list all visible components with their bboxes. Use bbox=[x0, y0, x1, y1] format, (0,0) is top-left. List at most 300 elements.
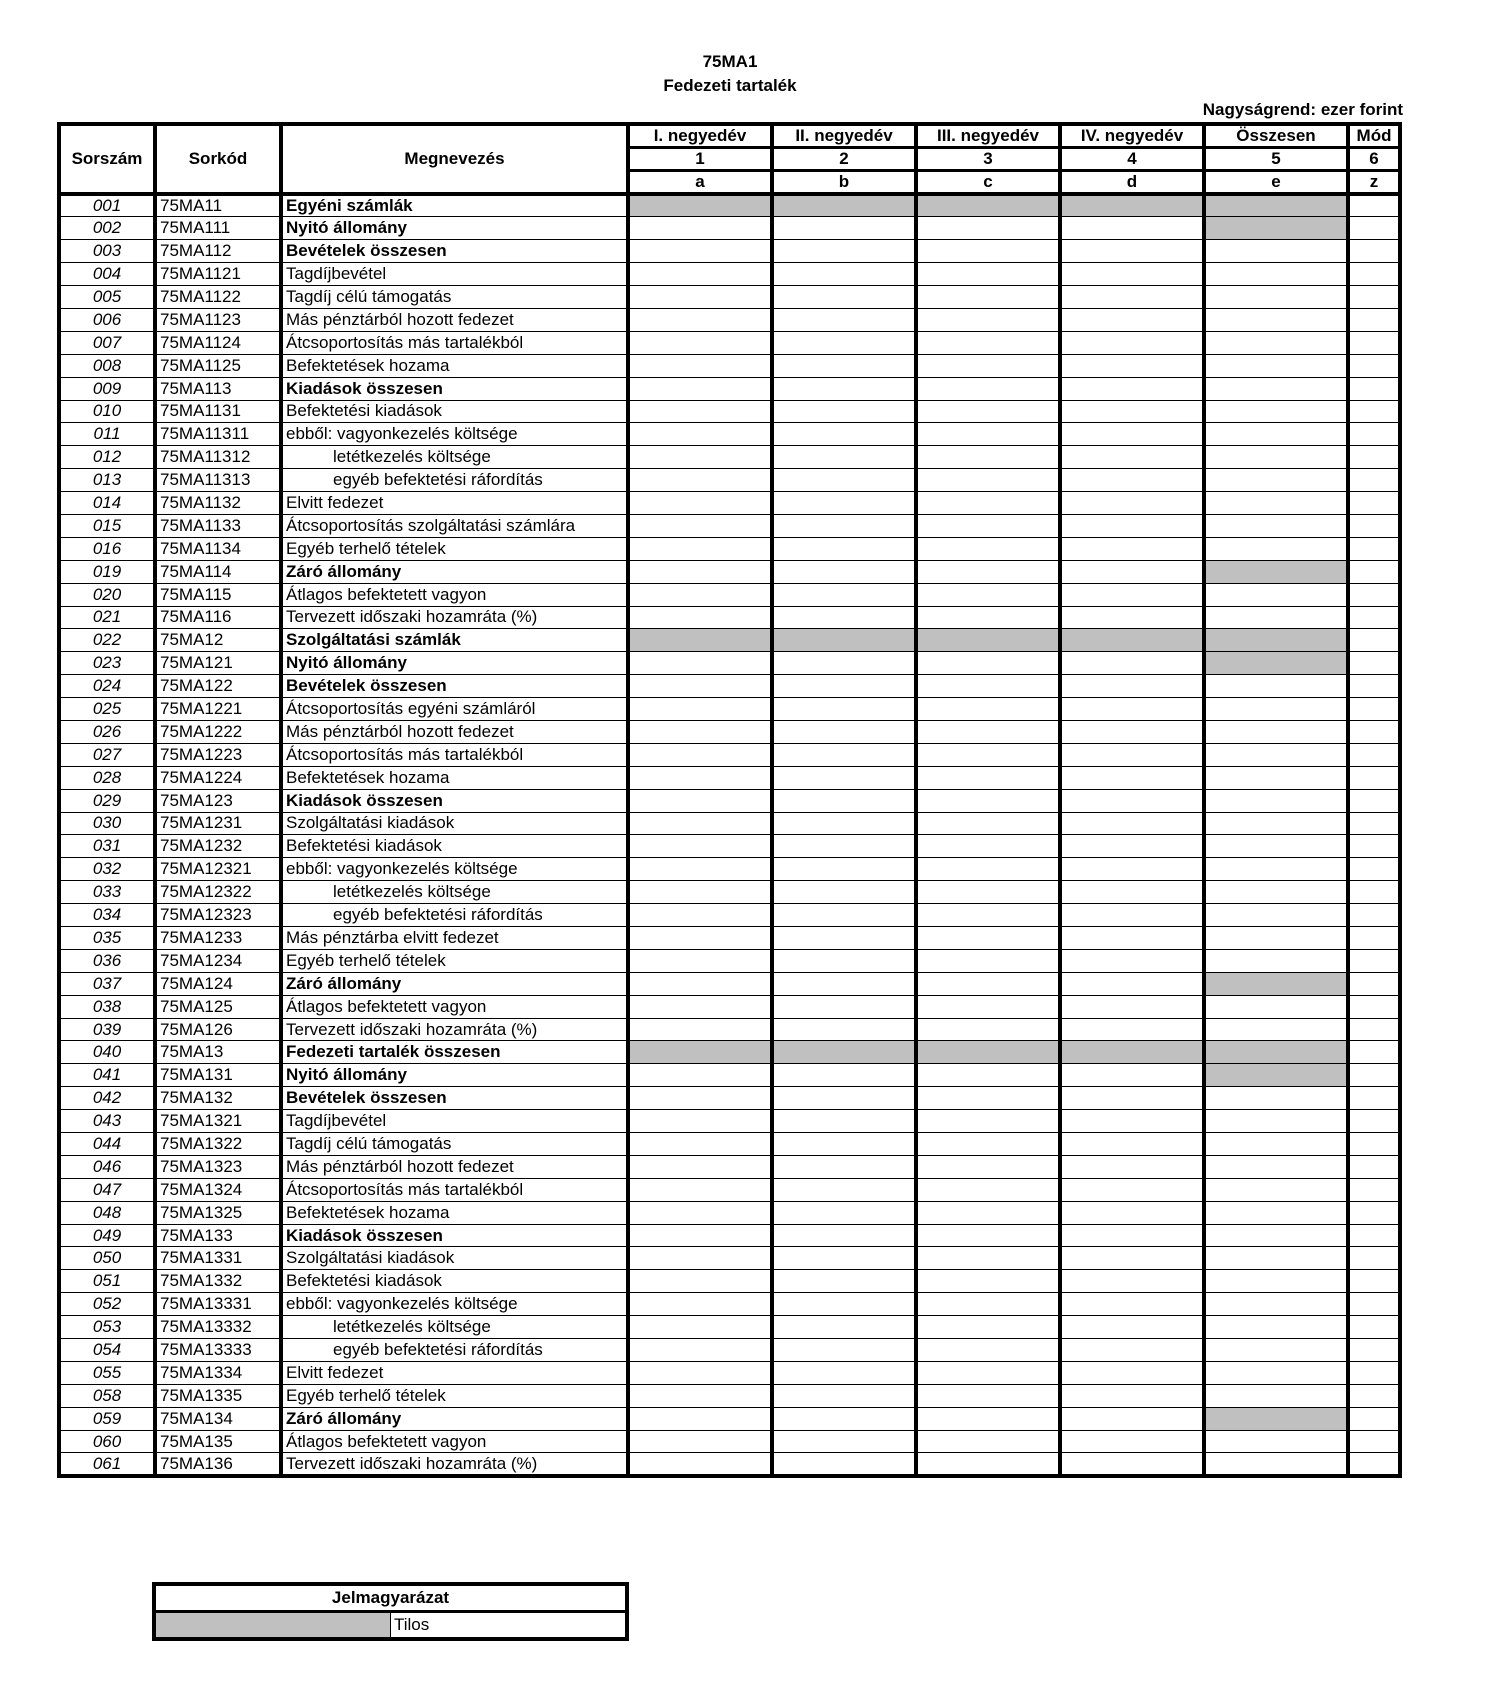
input-cell[interactable] bbox=[1348, 446, 1400, 469]
input-cell[interactable] bbox=[628, 1201, 772, 1224]
input-cell[interactable] bbox=[628, 1224, 772, 1247]
input-cell[interactable] bbox=[1204, 1361, 1348, 1384]
input-cell[interactable] bbox=[772, 949, 916, 972]
input-cell[interactable] bbox=[772, 881, 916, 904]
input-cell[interactable] bbox=[1348, 217, 1400, 240]
input-cell[interactable] bbox=[1204, 263, 1348, 286]
input-cell[interactable] bbox=[1348, 629, 1400, 652]
input-cell[interactable] bbox=[628, 560, 772, 583]
input-cell[interactable] bbox=[916, 560, 1060, 583]
input-cell[interactable] bbox=[628, 308, 772, 331]
input-cell[interactable] bbox=[916, 1293, 1060, 1316]
input-cell[interactable] bbox=[628, 766, 772, 789]
input-cell[interactable] bbox=[916, 743, 1060, 766]
input-cell[interactable] bbox=[628, 263, 772, 286]
input-cell[interactable] bbox=[772, 812, 916, 835]
input-cell[interactable] bbox=[1348, 766, 1400, 789]
input-cell[interactable] bbox=[1060, 492, 1204, 515]
input-cell[interactable] bbox=[1060, 1361, 1204, 1384]
input-cell[interactable] bbox=[916, 1407, 1060, 1430]
input-cell[interactable] bbox=[628, 423, 772, 446]
input-cell[interactable] bbox=[1060, 1430, 1204, 1453]
input-cell[interactable] bbox=[628, 789, 772, 812]
input-cell[interactable] bbox=[1348, 743, 1400, 766]
input-cell[interactable] bbox=[772, 766, 916, 789]
input-cell[interactable] bbox=[916, 927, 1060, 950]
input-cell[interactable] bbox=[772, 789, 916, 812]
input-cell[interactable] bbox=[1204, 377, 1348, 400]
input-cell[interactable] bbox=[628, 1087, 772, 1110]
input-cell[interactable] bbox=[628, 1133, 772, 1156]
input-cell[interactable] bbox=[1348, 1133, 1400, 1156]
input-cell[interactable] bbox=[772, 1316, 916, 1339]
input-cell[interactable] bbox=[1348, 354, 1400, 377]
input-cell[interactable] bbox=[916, 881, 1060, 904]
input-cell[interactable] bbox=[1348, 927, 1400, 950]
input-cell[interactable] bbox=[916, 1018, 1060, 1041]
input-cell[interactable] bbox=[772, 675, 916, 698]
input-cell[interactable] bbox=[1348, 1293, 1400, 1316]
input-cell[interactable] bbox=[772, 1064, 916, 1087]
input-cell[interactable] bbox=[628, 1270, 772, 1293]
input-cell[interactable] bbox=[1060, 560, 1204, 583]
input-cell[interactable] bbox=[1060, 583, 1204, 606]
input-cell[interactable] bbox=[772, 904, 916, 927]
input-cell[interactable] bbox=[1060, 1407, 1204, 1430]
input-cell[interactable] bbox=[628, 1361, 772, 1384]
input-cell[interactable] bbox=[1348, 972, 1400, 995]
input-cell[interactable] bbox=[1060, 1453, 1204, 1476]
input-cell[interactable] bbox=[628, 331, 772, 354]
input-cell[interactable] bbox=[916, 308, 1060, 331]
input-cell[interactable] bbox=[1204, 1270, 1348, 1293]
input-cell[interactable] bbox=[628, 514, 772, 537]
input-cell[interactable] bbox=[1348, 308, 1400, 331]
input-cell[interactable] bbox=[916, 331, 1060, 354]
input-cell[interactable] bbox=[628, 1316, 772, 1339]
input-cell[interactable] bbox=[916, 1224, 1060, 1247]
input-cell[interactable] bbox=[772, 446, 916, 469]
input-cell[interactable] bbox=[772, 354, 916, 377]
input-cell[interactable] bbox=[916, 537, 1060, 560]
input-cell[interactable] bbox=[1204, 675, 1348, 698]
input-cell[interactable] bbox=[916, 1270, 1060, 1293]
input-cell[interactable] bbox=[1204, 1384, 1348, 1407]
input-cell[interactable] bbox=[772, 423, 916, 446]
input-cell[interactable] bbox=[1204, 469, 1348, 492]
input-cell[interactable] bbox=[772, 1453, 916, 1476]
input-cell[interactable] bbox=[628, 1247, 772, 1270]
input-cell[interactable] bbox=[1060, 446, 1204, 469]
input-cell[interactable] bbox=[1060, 1384, 1204, 1407]
input-cell[interactable] bbox=[628, 583, 772, 606]
input-cell[interactable] bbox=[1060, 1133, 1204, 1156]
input-cell[interactable] bbox=[1060, 263, 1204, 286]
input-cell[interactable] bbox=[772, 835, 916, 858]
input-cell[interactable] bbox=[772, 308, 916, 331]
input-cell[interactable] bbox=[1204, 583, 1348, 606]
input-cell[interactable] bbox=[772, 240, 916, 263]
input-cell[interactable] bbox=[628, 606, 772, 629]
input-cell[interactable] bbox=[916, 492, 1060, 515]
input-cell[interactable] bbox=[628, 1018, 772, 1041]
input-cell[interactable] bbox=[1348, 675, 1400, 698]
input-cell[interactable] bbox=[1348, 377, 1400, 400]
input-cell[interactable] bbox=[1348, 1041, 1400, 1064]
input-cell[interactable] bbox=[1348, 1430, 1400, 1453]
input-cell[interactable] bbox=[1348, 949, 1400, 972]
input-cell[interactable] bbox=[628, 835, 772, 858]
input-cell[interactable] bbox=[1348, 1453, 1400, 1476]
input-cell[interactable] bbox=[628, 995, 772, 1018]
input-cell[interactable] bbox=[772, 492, 916, 515]
input-cell[interactable] bbox=[1348, 537, 1400, 560]
input-cell[interactable] bbox=[916, 995, 1060, 1018]
input-cell[interactable] bbox=[1060, 675, 1204, 698]
input-cell[interactable] bbox=[772, 514, 916, 537]
input-cell[interactable] bbox=[916, 240, 1060, 263]
input-cell[interactable] bbox=[772, 1407, 916, 1430]
input-cell[interactable] bbox=[772, 1087, 916, 1110]
input-cell[interactable] bbox=[772, 606, 916, 629]
input-cell[interactable] bbox=[628, 698, 772, 721]
input-cell[interactable] bbox=[916, 904, 1060, 927]
input-cell[interactable] bbox=[772, 1270, 916, 1293]
input-cell[interactable] bbox=[628, 1430, 772, 1453]
input-cell[interactable] bbox=[916, 812, 1060, 835]
input-cell[interactable] bbox=[916, 377, 1060, 400]
input-cell[interactable] bbox=[1060, 972, 1204, 995]
input-cell[interactable] bbox=[1348, 560, 1400, 583]
input-cell[interactable] bbox=[772, 995, 916, 1018]
input-cell[interactable] bbox=[916, 1201, 1060, 1224]
input-cell[interactable] bbox=[1060, 1270, 1204, 1293]
input-cell[interactable] bbox=[1060, 1155, 1204, 1178]
input-cell[interactable] bbox=[1060, 698, 1204, 721]
input-cell[interactable] bbox=[1348, 583, 1400, 606]
input-cell[interactable] bbox=[1348, 1384, 1400, 1407]
input-cell[interactable] bbox=[1348, 1270, 1400, 1293]
input-cell[interactable] bbox=[1060, 1293, 1204, 1316]
input-cell[interactable] bbox=[628, 446, 772, 469]
input-cell[interactable] bbox=[1204, 514, 1348, 537]
input-cell[interactable] bbox=[1204, 995, 1348, 1018]
input-cell[interactable] bbox=[916, 720, 1060, 743]
input-cell[interactable] bbox=[1060, 927, 1204, 950]
input-cell[interactable] bbox=[1204, 1316, 1348, 1339]
input-cell[interactable] bbox=[1204, 1018, 1348, 1041]
input-cell[interactable] bbox=[1348, 652, 1400, 675]
input-cell[interactable] bbox=[1348, 400, 1400, 423]
input-cell[interactable] bbox=[772, 927, 916, 950]
input-cell[interactable] bbox=[1060, 514, 1204, 537]
input-cell[interactable] bbox=[1060, 743, 1204, 766]
input-cell[interactable] bbox=[1348, 331, 1400, 354]
input-cell[interactable] bbox=[772, 217, 916, 240]
input-cell[interactable] bbox=[1060, 949, 1204, 972]
input-cell[interactable] bbox=[1204, 789, 1348, 812]
input-cell[interactable] bbox=[628, 1407, 772, 1430]
input-cell[interactable] bbox=[1348, 1064, 1400, 1087]
input-cell[interactable] bbox=[1204, 492, 1348, 515]
input-cell[interactable] bbox=[628, 400, 772, 423]
input-cell[interactable] bbox=[772, 1018, 916, 1041]
input-cell[interactable] bbox=[916, 469, 1060, 492]
input-cell[interactable] bbox=[1204, 308, 1348, 331]
input-cell[interactable] bbox=[916, 1087, 1060, 1110]
input-cell[interactable] bbox=[1348, 835, 1400, 858]
input-cell[interactable] bbox=[1204, 423, 1348, 446]
input-cell[interactable] bbox=[628, 469, 772, 492]
input-cell[interactable] bbox=[1060, 423, 1204, 446]
input-cell[interactable] bbox=[628, 537, 772, 560]
input-cell[interactable] bbox=[916, 1064, 1060, 1087]
input-cell[interactable] bbox=[916, 583, 1060, 606]
input-cell[interactable] bbox=[1348, 812, 1400, 835]
input-cell[interactable] bbox=[1348, 1224, 1400, 1247]
input-cell[interactable] bbox=[1348, 1087, 1400, 1110]
input-cell[interactable] bbox=[628, 720, 772, 743]
input-cell[interactable] bbox=[628, 492, 772, 515]
input-cell[interactable] bbox=[772, 1133, 916, 1156]
input-cell[interactable] bbox=[772, 1201, 916, 1224]
input-cell[interactable] bbox=[1348, 858, 1400, 881]
input-cell[interactable] bbox=[916, 286, 1060, 309]
input-cell[interactable] bbox=[1060, 835, 1204, 858]
input-cell[interactable] bbox=[1060, 1178, 1204, 1201]
input-cell[interactable] bbox=[916, 835, 1060, 858]
input-cell[interactable] bbox=[772, 743, 916, 766]
input-cell[interactable] bbox=[1204, 240, 1348, 263]
input-cell[interactable] bbox=[1060, 812, 1204, 835]
input-cell[interactable] bbox=[1348, 1247, 1400, 1270]
input-cell[interactable] bbox=[1060, 469, 1204, 492]
input-cell[interactable] bbox=[916, 949, 1060, 972]
input-cell[interactable] bbox=[1204, 446, 1348, 469]
input-cell[interactable] bbox=[916, 1133, 1060, 1156]
input-cell[interactable] bbox=[916, 972, 1060, 995]
input-cell[interactable] bbox=[916, 606, 1060, 629]
input-cell[interactable] bbox=[1204, 720, 1348, 743]
input-cell[interactable] bbox=[1348, 1155, 1400, 1178]
input-cell[interactable] bbox=[1348, 1201, 1400, 1224]
input-cell[interactable] bbox=[1348, 286, 1400, 309]
input-cell[interactable] bbox=[916, 858, 1060, 881]
input-cell[interactable] bbox=[1204, 400, 1348, 423]
input-cell[interactable] bbox=[1204, 354, 1348, 377]
input-cell[interactable] bbox=[628, 1384, 772, 1407]
input-cell[interactable] bbox=[1060, 331, 1204, 354]
input-cell[interactable] bbox=[1348, 606, 1400, 629]
input-cell[interactable] bbox=[1204, 1430, 1348, 1453]
input-cell[interactable] bbox=[1204, 812, 1348, 835]
input-cell[interactable] bbox=[1204, 1133, 1348, 1156]
input-cell[interactable] bbox=[628, 743, 772, 766]
input-cell[interactable] bbox=[628, 1110, 772, 1133]
input-cell[interactable] bbox=[916, 423, 1060, 446]
input-cell[interactable] bbox=[1060, 400, 1204, 423]
input-cell[interactable] bbox=[628, 904, 772, 927]
input-cell[interactable] bbox=[628, 240, 772, 263]
input-cell[interactable] bbox=[1060, 308, 1204, 331]
input-cell[interactable] bbox=[1204, 698, 1348, 721]
input-cell[interactable] bbox=[1204, 1247, 1348, 1270]
input-cell[interactable] bbox=[1204, 1339, 1348, 1362]
input-cell[interactable] bbox=[772, 286, 916, 309]
input-cell[interactable] bbox=[1060, 789, 1204, 812]
input-cell[interactable] bbox=[1348, 469, 1400, 492]
input-cell[interactable] bbox=[1060, 720, 1204, 743]
input-cell[interactable] bbox=[1060, 606, 1204, 629]
input-cell[interactable] bbox=[628, 354, 772, 377]
input-cell[interactable] bbox=[628, 1155, 772, 1178]
input-cell[interactable] bbox=[772, 583, 916, 606]
input-cell[interactable] bbox=[916, 1316, 1060, 1339]
input-cell[interactable] bbox=[772, 1339, 916, 1362]
input-cell[interactable] bbox=[1060, 1224, 1204, 1247]
input-cell[interactable] bbox=[1060, 240, 1204, 263]
input-cell[interactable] bbox=[1348, 194, 1400, 217]
input-cell[interactable] bbox=[1204, 331, 1348, 354]
input-cell[interactable] bbox=[1060, 217, 1204, 240]
input-cell[interactable] bbox=[1348, 995, 1400, 1018]
input-cell[interactable] bbox=[1204, 1293, 1348, 1316]
input-cell[interactable] bbox=[1348, 263, 1400, 286]
input-cell[interactable] bbox=[1060, 537, 1204, 560]
input-cell[interactable] bbox=[1060, 766, 1204, 789]
input-cell[interactable] bbox=[772, 1293, 916, 1316]
input-cell[interactable] bbox=[1204, 1087, 1348, 1110]
input-cell[interactable] bbox=[1204, 1155, 1348, 1178]
input-cell[interactable] bbox=[772, 1247, 916, 1270]
input-cell[interactable] bbox=[1060, 1201, 1204, 1224]
input-cell[interactable] bbox=[628, 1339, 772, 1362]
input-cell[interactable] bbox=[1060, 1110, 1204, 1133]
input-cell[interactable] bbox=[916, 698, 1060, 721]
input-cell[interactable] bbox=[1348, 240, 1400, 263]
input-cell[interactable] bbox=[1204, 1178, 1348, 1201]
input-cell[interactable] bbox=[916, 1453, 1060, 1476]
input-cell[interactable] bbox=[916, 675, 1060, 698]
input-cell[interactable] bbox=[628, 675, 772, 698]
input-cell[interactable] bbox=[1060, 1316, 1204, 1339]
input-cell[interactable] bbox=[1060, 995, 1204, 1018]
input-cell[interactable] bbox=[1204, 766, 1348, 789]
input-cell[interactable] bbox=[1204, 1453, 1348, 1476]
input-cell[interactable] bbox=[772, 263, 916, 286]
input-cell[interactable] bbox=[916, 217, 1060, 240]
input-cell[interactable] bbox=[1060, 1087, 1204, 1110]
input-cell[interactable] bbox=[772, 560, 916, 583]
input-cell[interactable] bbox=[916, 652, 1060, 675]
input-cell[interactable] bbox=[916, 1178, 1060, 1201]
input-cell[interactable] bbox=[772, 400, 916, 423]
input-cell[interactable] bbox=[1348, 1339, 1400, 1362]
input-cell[interactable] bbox=[1060, 1064, 1204, 1087]
input-cell[interactable] bbox=[916, 1247, 1060, 1270]
input-cell[interactable] bbox=[916, 766, 1060, 789]
input-cell[interactable] bbox=[628, 881, 772, 904]
input-cell[interactable] bbox=[772, 1361, 916, 1384]
input-cell[interactable] bbox=[1060, 858, 1204, 881]
input-cell[interactable] bbox=[916, 263, 1060, 286]
input-cell[interactable] bbox=[628, 1293, 772, 1316]
input-cell[interactable] bbox=[916, 400, 1060, 423]
input-cell[interactable] bbox=[772, 972, 916, 995]
input-cell[interactable] bbox=[916, 446, 1060, 469]
input-cell[interactable] bbox=[772, 377, 916, 400]
input-cell[interactable] bbox=[1204, 949, 1348, 972]
input-cell[interactable] bbox=[772, 1384, 916, 1407]
input-cell[interactable] bbox=[916, 1361, 1060, 1384]
input-cell[interactable] bbox=[1348, 1178, 1400, 1201]
input-cell[interactable] bbox=[916, 1110, 1060, 1133]
input-cell[interactable] bbox=[628, 1064, 772, 1087]
input-cell[interactable] bbox=[916, 514, 1060, 537]
input-cell[interactable] bbox=[628, 217, 772, 240]
input-cell[interactable] bbox=[772, 1110, 916, 1133]
input-cell[interactable] bbox=[1060, 652, 1204, 675]
input-cell[interactable] bbox=[1204, 606, 1348, 629]
input-cell[interactable] bbox=[628, 377, 772, 400]
input-cell[interactable] bbox=[1060, 286, 1204, 309]
input-cell[interactable] bbox=[1204, 1201, 1348, 1224]
input-cell[interactable] bbox=[916, 1339, 1060, 1362]
input-cell[interactable] bbox=[1348, 1361, 1400, 1384]
input-cell[interactable] bbox=[1060, 881, 1204, 904]
input-cell[interactable] bbox=[1204, 927, 1348, 950]
input-cell[interactable] bbox=[772, 698, 916, 721]
input-cell[interactable] bbox=[772, 720, 916, 743]
input-cell[interactable] bbox=[772, 469, 916, 492]
input-cell[interactable] bbox=[916, 1430, 1060, 1453]
input-cell[interactable] bbox=[1204, 1224, 1348, 1247]
input-cell[interactable] bbox=[1348, 789, 1400, 812]
input-cell[interactable] bbox=[628, 286, 772, 309]
input-cell[interactable] bbox=[1204, 858, 1348, 881]
input-cell[interactable] bbox=[1204, 743, 1348, 766]
input-cell[interactable] bbox=[1348, 720, 1400, 743]
input-cell[interactable] bbox=[772, 537, 916, 560]
input-cell[interactable] bbox=[772, 858, 916, 881]
input-cell[interactable] bbox=[916, 1384, 1060, 1407]
input-cell[interactable] bbox=[1348, 881, 1400, 904]
input-cell[interactable] bbox=[1060, 354, 1204, 377]
input-cell[interactable] bbox=[628, 812, 772, 835]
input-cell[interactable] bbox=[1060, 1339, 1204, 1362]
input-cell[interactable] bbox=[1204, 835, 1348, 858]
input-cell[interactable] bbox=[1348, 1316, 1400, 1339]
input-cell[interactable] bbox=[916, 1155, 1060, 1178]
input-cell[interactable] bbox=[1348, 904, 1400, 927]
input-cell[interactable] bbox=[1060, 1247, 1204, 1270]
input-cell[interactable] bbox=[1204, 286, 1348, 309]
input-cell[interactable] bbox=[628, 1453, 772, 1476]
input-cell[interactable] bbox=[1348, 514, 1400, 537]
input-cell[interactable] bbox=[1204, 1110, 1348, 1133]
input-cell[interactable] bbox=[1348, 1110, 1400, 1133]
input-cell[interactable] bbox=[772, 1224, 916, 1247]
input-cell[interactable] bbox=[772, 1155, 916, 1178]
input-cell[interactable] bbox=[772, 652, 916, 675]
input-cell[interactable] bbox=[772, 1178, 916, 1201]
input-cell[interactable] bbox=[772, 331, 916, 354]
input-cell[interactable] bbox=[1348, 423, 1400, 446]
input-cell[interactable] bbox=[628, 927, 772, 950]
input-cell[interactable] bbox=[1348, 492, 1400, 515]
input-cell[interactable] bbox=[1060, 1018, 1204, 1041]
input-cell[interactable] bbox=[1204, 881, 1348, 904]
